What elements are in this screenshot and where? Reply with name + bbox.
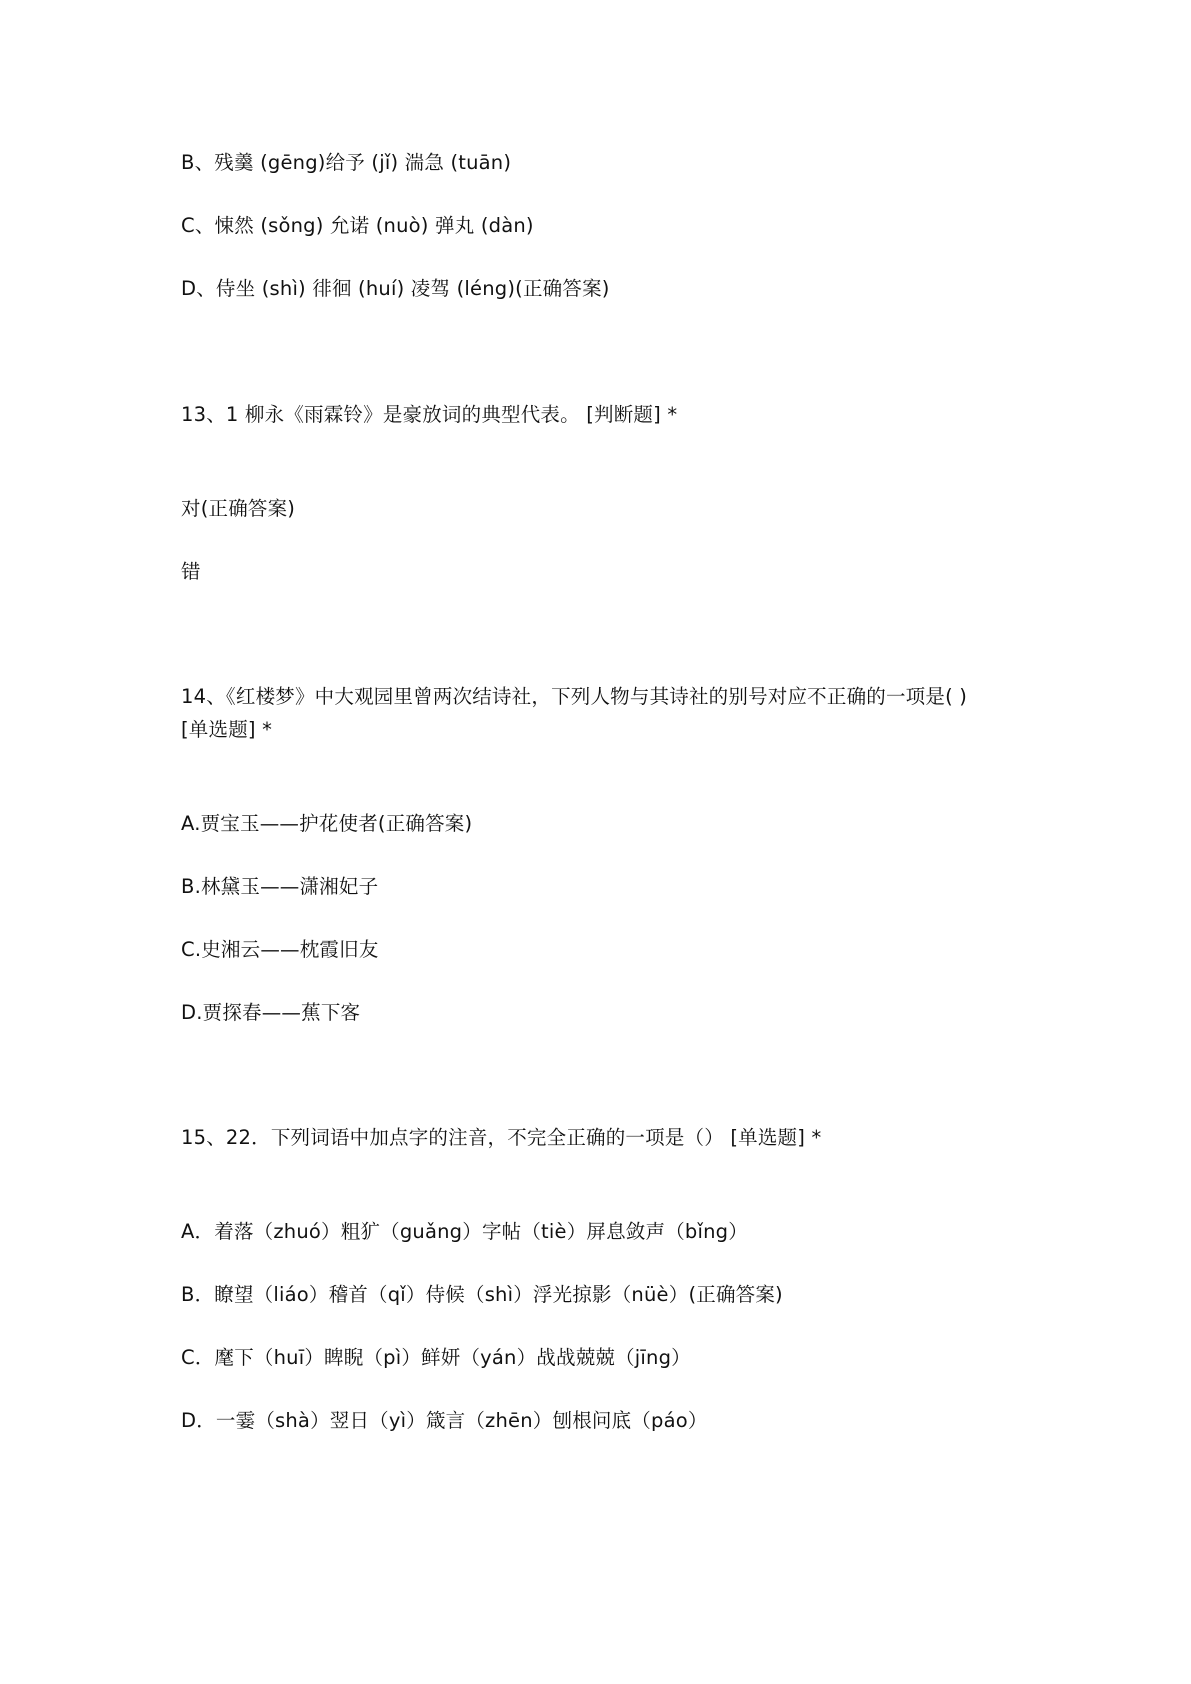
q15-option-b: B．瞭望（liáo）稽首（qǐ）侍候（shì）浮光掠影（nüè）(正确答案): [181, 1283, 783, 1306]
q15-stem: 15、22．下列词语中加点字的注音，不完全正确的一项是（） [单选题] *: [181, 1126, 822, 1149]
q14-option-d: D.贾探春——蕉下客: [181, 1001, 361, 1024]
q14-option-b: B.林黛玉——潇湘妃子: [181, 875, 379, 898]
q13-stem: 13、1 柳永《雨霖铃》是豪放词的典型代表。 [判断题] *: [181, 403, 678, 426]
q12-option-c: C、悚然 (sǒng) 允诺 (nuò) 弹丸 (dàn): [181, 214, 534, 237]
q15-option-c: C．麾下（huī）睥睨（pì）鲜妍（yán）战战兢兢（jīng）: [181, 1346, 691, 1369]
q14-option-a: A.贾宝玉——护花使者(正确答案): [181, 812, 473, 835]
q13-option-false: 错: [181, 560, 201, 583]
q13-option-true: 对(正确答案): [181, 497, 296, 520]
q12-option-d: D、侍坐 (shì) 徘徊 (huí) 凌驾 (léng)(正确答案): [181, 277, 610, 300]
q15-option-a: A．着落（zhuó）粗犷（guǎng）字帖（tiè）屏息敛声（bǐng）: [181, 1220, 748, 1243]
q14-option-c: C.史湘云——枕霞旧友: [181, 938, 379, 961]
q14-stem-line1: 14、《红楼梦》中大观园里曾两次结诗社，下列人物与其诗社的别号对应不正确的一项是( ): [181, 685, 968, 708]
q15-option-d: D．一霎（shà）翌日（yì）箴言（zhēn）刨根问底（páo）: [181, 1409, 708, 1432]
q14-stem-line2: [单选题] *: [181, 718, 273, 741]
q12-option-b: B、残羹 (gēng)给予 (jǐ) 湍急 (tuān): [181, 151, 512, 174]
